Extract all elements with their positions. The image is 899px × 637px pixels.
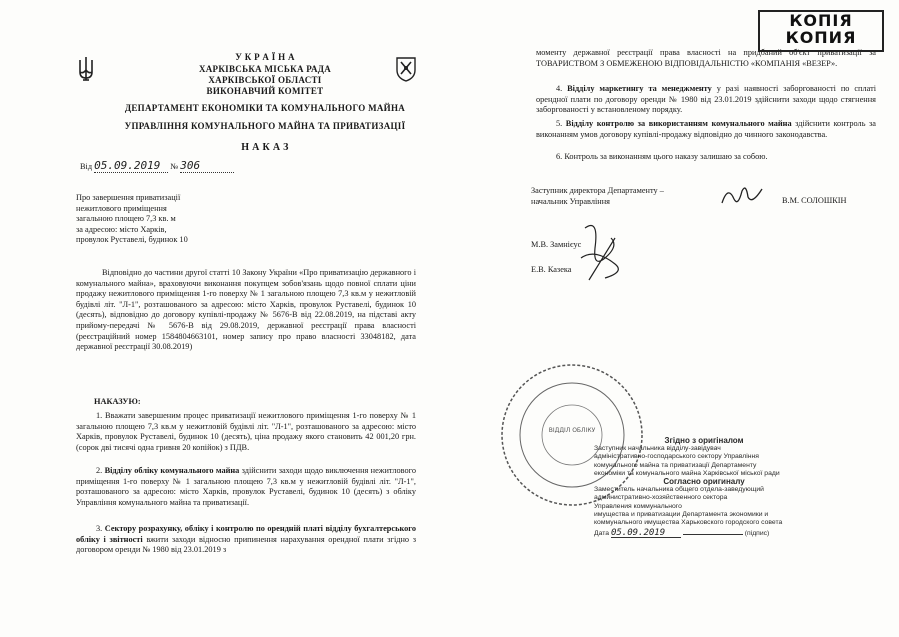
cert-title: Згідно з оригіналом (664, 436, 744, 445)
approval-signatures-icon (575, 218, 635, 293)
number-value: 306 (180, 161, 234, 173)
subject-block (76, 193, 276, 246)
city-emblem-icon (395, 56, 417, 87)
approval-name-2: Е.В. Казека (531, 265, 572, 274)
approval-name-1: М.В. Замнієус (531, 240, 582, 249)
signatory-name: В.М. СОЛОШКІН (782, 196, 847, 205)
header-committee: ВИКОНАВЧИЙ КОМІТЕТ (206, 86, 324, 96)
copy-stamp: КОПІЯ КОПИЯ (758, 10, 884, 52)
trident-emblem-icon (77, 56, 95, 87)
date-line (80, 161, 234, 173)
header-country: У К Р А Ї Н А (235, 52, 295, 62)
round-stamp-text: ВІДДІЛ ОБЛІКУ (548, 427, 596, 434)
order-item-2: 2. Відділу обліку комунального майна здійснити заходи щодо виключення нежитлового приміщення 1-го поверху № 1 загальною площею 7,3 кв.м у нежитловій будівлі літ. "Л-1", розташованого за адресою: місто Харків, провулок Руставелі, будинок 10 (десять) з обліку Управління комунального майна та приватизації. (76, 466, 416, 507)
header-region: ХАРКІВСЬКОЇ ОБЛАСТІ (208, 75, 322, 85)
order-item-6: 6. Контроль за виконанням цього наказу залишаю за собою. (556, 152, 768, 161)
certification-stamp: Згідно з оригіналом Заступник начальника відділу-завідувач адміністративно-господарського сектору Управління комунального майна та приватизації Департаменту економіки та комунального майна Харківської міської ради Согласно оригиналу Заместитель начальника общего отдела-заведующий административно-хозяйственного сектора Управления коммунального имущества и приватизации Департамента экономики и коммунального имущества Харьковского городского совета Дата 05.09.2019 (підпис) (594, 437, 814, 538)
order-item-5: 5. Відділу контролю за використанням комунального майна здійснити контроль за виконанням умов договору купівлі-продажу відповідно до чинного законодавства. (536, 119, 876, 139)
order-item-3-continued: моменту державної реєстрації права власності на придбаний об'єкт приватизації за ТОВАРИСТВОМ З ОБМЕЖЕНОЮ ВІДПОВІДАЛЬНІСТЮ «КОМПАНІЯ «ВЕЗЕР». (536, 48, 876, 68)
cert-sign-line (683, 534, 743, 535)
subject-line: загальною площею 7,3 кв. м (76, 214, 176, 224)
subject-line: нежитлового приміщення (76, 203, 167, 213)
date-prefix: Від (80, 162, 93, 171)
cert-title-ru: Согласно оригиналу (663, 477, 745, 487)
number-prefix: № (170, 162, 179, 171)
cert-date-label: Дата (594, 530, 610, 538)
order-item-1: 1. Вважати завершеним процес приватизації нежитлового приміщення 1-го поверху № 1 загальною площею 7,3 кв.м у нежитловій будівлі літ. "Л-1", розташованого за адресою: місто Харків, провулок Руставелі, будинок 10 (десять), ціна продажу якого становить 42 001,20 грн. (сорок дві тисячі одна гривня 20 копійок) з ПДВ. (76, 411, 417, 452)
header-department: ДЕПАРТАМЕНТ ЕКОНОМІКИ ТА КОМУНАЛЬНОГО МАЙНА (124, 103, 406, 113)
signatory-position: Заступник директора Департаменту – начальник Управління (531, 186, 664, 206)
signature-mark-icon (718, 181, 766, 216)
header-council: ХАРКІВСЬКА МІСЬКА РАДА (198, 64, 332, 74)
subject-line: за адресою: місто Харків, (76, 224, 167, 234)
cert-date-value: 05.09.2019 (611, 529, 681, 538)
preamble-paragraph: Відповідно до частини другої статті 10 Закону України «Про приватизацію державного і комунального майна», враховуючи виконання покупцем зобов'язань щодо повної сплати ціни продажу нежитлового приміщення 1-го поверху № 1 загальною площею 7,3 кв.м у нежитловій будівлі літ. "Л-1", розташованого за адресою: місто Харків, провулок Руставелі, будинок 10 (десять), відповідно до договору купівлі-продажу № 5676-В від 22.08.2019, на підставі акту прийому-передачі № 5676-В від 29.08.2019, державної реєстрації права власності (реєстраційний номер 1584804663101, номер запису про право власності 33048182, дата державної реєстрації 30.08.2019) (76, 268, 416, 352)
order-item-4: 4. Відділу маркетингу та менеджменту у разі наявності заборгованості по сплаті орендної плати по договору оренди № 1980 від 23.01.2019 здійснити заходи щодо стягнення заборгованості у встановленому порядку. (536, 84, 877, 115)
header-division: УПРАВЛІННЯ КОМУНАЛЬНОГО МАЙНА ТА ПРИВАТИЗАЦІЇ (124, 121, 406, 131)
doc-type-title: Н А К А З (241, 142, 289, 153)
cert-sign-label: (підпис) (744, 530, 770, 538)
subject-line: Про завершення приватизації (76, 193, 181, 202)
order-heading: НАКАЗУЮ: (94, 397, 141, 406)
subject-line: провулок Руставелі, будинок 10 (76, 235, 188, 245)
order-item-3: 3. Сектору розрахунку, обліку і контролю по орендній платі відділу бухгалтерського обліку і звітності вжити заходи відносно припинення нарахування орендної плати згідно з договором оренди № 1980 від 23.01.2019 з (76, 524, 417, 555)
date-value: 05.09.2019 (94, 161, 168, 173)
